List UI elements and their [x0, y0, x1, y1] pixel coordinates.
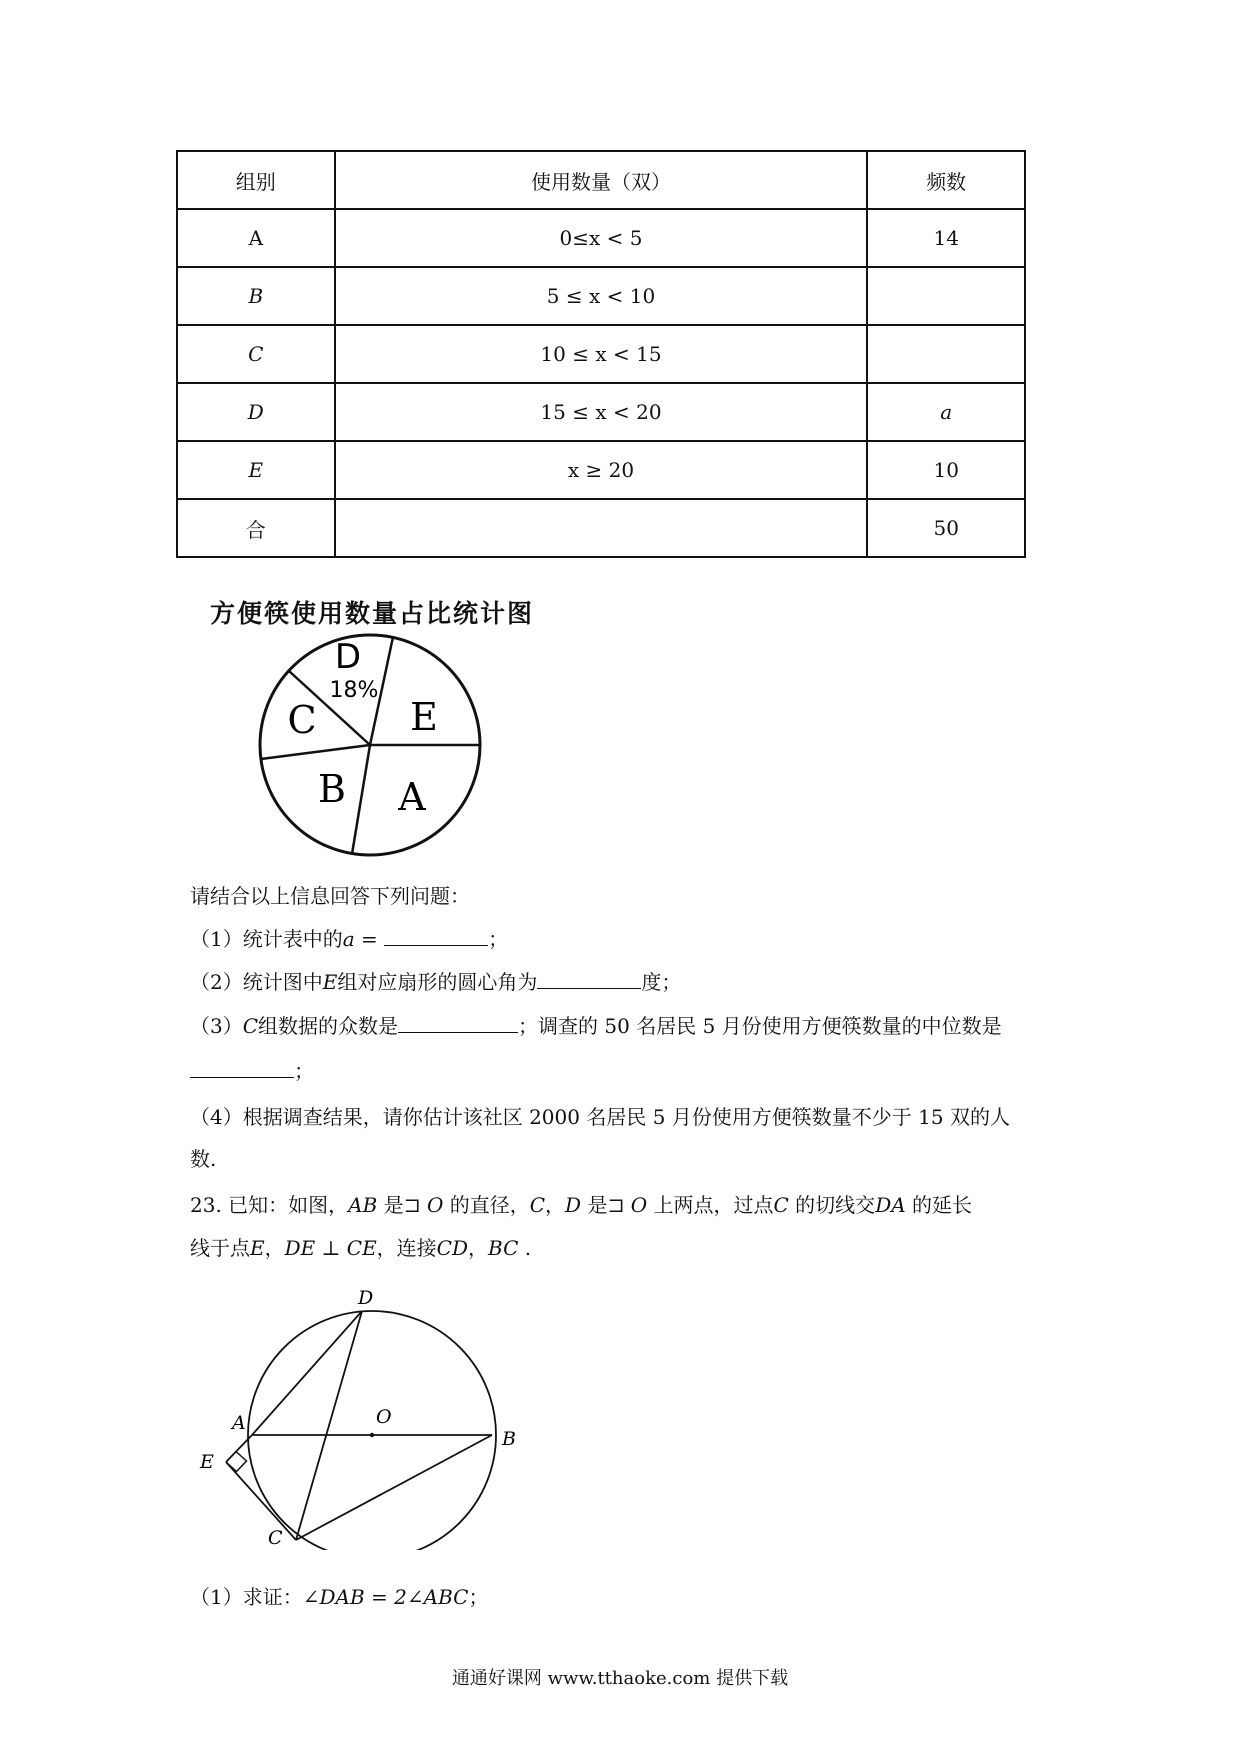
question-2 [190, 967, 681, 997]
p23-text-4: ， [545, 1193, 566, 1217]
p23-o-1: O [420, 1193, 444, 1217]
p23-text-1: 23. 已知：如图， [190, 1193, 349, 1217]
q3-median-blank[interactable] [190, 1057, 294, 1078]
p23-text-2: 是 [377, 1193, 404, 1217]
q1-text: （1）统计表中的 [190, 927, 343, 951]
p23-o-2: O [624, 1193, 648, 1217]
q3-text-c: ；调查的 50 名居民 5 月份使用方便筷数量的中位数是 [518, 1014, 1002, 1038]
problem-23-part1 [190, 1582, 488, 1612]
slice-label-d: D [334, 637, 362, 677]
group-cell: D [177, 383, 335, 441]
range-cell [335, 499, 868, 557]
p23-text-8: 的延长 [905, 1193, 973, 1217]
p23-perpendicular: DE ⊥ CE [284, 1236, 377, 1260]
freq-cell: 10 [867, 441, 1025, 499]
segment-ec [226, 1462, 296, 1540]
point-label-o: O [376, 1406, 392, 1428]
q1-equals: = [354, 927, 385, 951]
question-4-line2: 数. [190, 1147, 217, 1171]
group-cell: C [177, 325, 335, 383]
q3-text-b: 组数据的众数是 [258, 1014, 399, 1038]
group-cell: B [177, 267, 335, 325]
p23-part1-end: ； [468, 1585, 489, 1609]
p23-e: E [250, 1236, 265, 1260]
header-group: 组别 [177, 151, 335, 209]
geometry-figure [190, 1280, 530, 1550]
q2-answer-blank[interactable] [537, 968, 641, 989]
p23-cd: CD [436, 1236, 469, 1260]
p23-box-2: ⊐ [607, 1193, 625, 1217]
header-frequency: 频数 [867, 151, 1025, 209]
slice-percent-d: 18% [329, 678, 379, 703]
pie-chart-title: 方便筷使用数量占比统计图 [210, 599, 535, 628]
table-row [177, 209, 1025, 267]
question-1 [190, 924, 508, 954]
freq-cell: 14 [867, 209, 1025, 267]
q1-end: ； [488, 927, 509, 951]
q2-text-b: 组对应扇形的圆心角为 [337, 970, 538, 994]
p23-c-2: C [773, 1193, 789, 1217]
question-4-line1: （4）根据调查结果，请你估计该社区 2000 名居民 5 月份使用方便筷数量不少于 15 双的人 [190, 1105, 1010, 1129]
center-point [370, 1433, 374, 1437]
p23-part1-text: （1）求证： [190, 1585, 303, 1609]
q3-variable: C [242, 1014, 259, 1038]
group-cell: E [177, 441, 335, 499]
range-cell: 10 ≤ x < 15 [335, 325, 868, 383]
page-footer: 通通好课网 www.tthaoke.com 提供下载 [451, 1668, 789, 1689]
question-3 [190, 1011, 1002, 1041]
table-row [177, 383, 1025, 441]
p23-ab: AB [348, 1193, 378, 1217]
slice-boundary-bc [261, 745, 370, 759]
point-label-a: A [232, 1412, 246, 1434]
point-label-b: B [502, 1428, 516, 1450]
point-label-e: E [200, 1451, 214, 1473]
p23-text-6: 上两点，过点 [647, 1193, 774, 1217]
problem-23-line1 [190, 1190, 972, 1220]
freq-cell [867, 325, 1025, 383]
range-cell: 5 ≤ x < 10 [335, 267, 868, 325]
q2-end: 度； [641, 970, 682, 994]
freq-cell [867, 267, 1025, 325]
point-label-c: C [268, 1527, 283, 1549]
group-cell: 合 [177, 499, 335, 557]
p23-text-11: ，连接 [376, 1236, 437, 1260]
q2-text: （2）统计图中 [190, 970, 323, 994]
slice-label-e: E [410, 695, 438, 739]
point-label-d: D [358, 1287, 374, 1309]
q1-answer-blank[interactable] [384, 925, 488, 946]
problem-23-line2 [190, 1233, 531, 1263]
p23-part1-relation: ∠DAB = 2∠ABC [302, 1585, 469, 1609]
table-row [177, 325, 1025, 383]
p23-text-13: . [518, 1236, 532, 1260]
p23-text-7: 的切线交 [788, 1193, 876, 1217]
right-angle-mark [226, 1452, 247, 1472]
p23-text-10: ， [264, 1236, 285, 1260]
q3-end: ； [294, 1059, 314, 1083]
p23-text-5: 是 [581, 1193, 608, 1217]
question-3-continued [190, 1056, 314, 1086]
p23-bc: BC [488, 1236, 519, 1260]
table-row [177, 441, 1025, 499]
slice-label-b: B [318, 767, 346, 811]
questions-intro: 请结合以上信息回答下列问题： [190, 884, 470, 908]
p23-d: D [565, 1193, 582, 1217]
q3-text: （3） [190, 1014, 243, 1038]
p23-da: DA [875, 1193, 906, 1217]
freq-cell: 50 [867, 499, 1025, 557]
q3-mode-blank[interactable] [398, 1012, 518, 1033]
slice-boundary-ab [352, 745, 370, 854]
segment-cb [296, 1435, 492, 1540]
slice-label-a: A [398, 775, 426, 819]
p23-box-1: ⊐ [403, 1193, 421, 1217]
range-cell: x ≥ 20 [335, 441, 868, 499]
pie-chart [250, 630, 490, 860]
p23-text-9: 线于点 [190, 1236, 250, 1260]
freq-cell: a [867, 383, 1025, 441]
range-cell: 15 ≤ x < 20 [335, 383, 868, 441]
table-row [177, 499, 1025, 557]
q2-variable: E [322, 970, 338, 994]
circle-o [248, 1311, 496, 1550]
frequency-table [176, 150, 1026, 558]
p23-text-3: 的直径， [443, 1193, 530, 1217]
p23-c: C [529, 1193, 546, 1217]
slice-label-c: C [287, 698, 317, 742]
range-cell: 0≤x < 5 [335, 209, 868, 267]
table-row [177, 267, 1025, 325]
p23-text-12: ， [468, 1236, 489, 1260]
q1-variable: a [342, 927, 355, 951]
header-usage: 使用数量（双） [335, 151, 868, 209]
segment-dc [296, 1311, 362, 1540]
table-header-row [177, 151, 1025, 209]
group-cell: A [177, 209, 335, 267]
